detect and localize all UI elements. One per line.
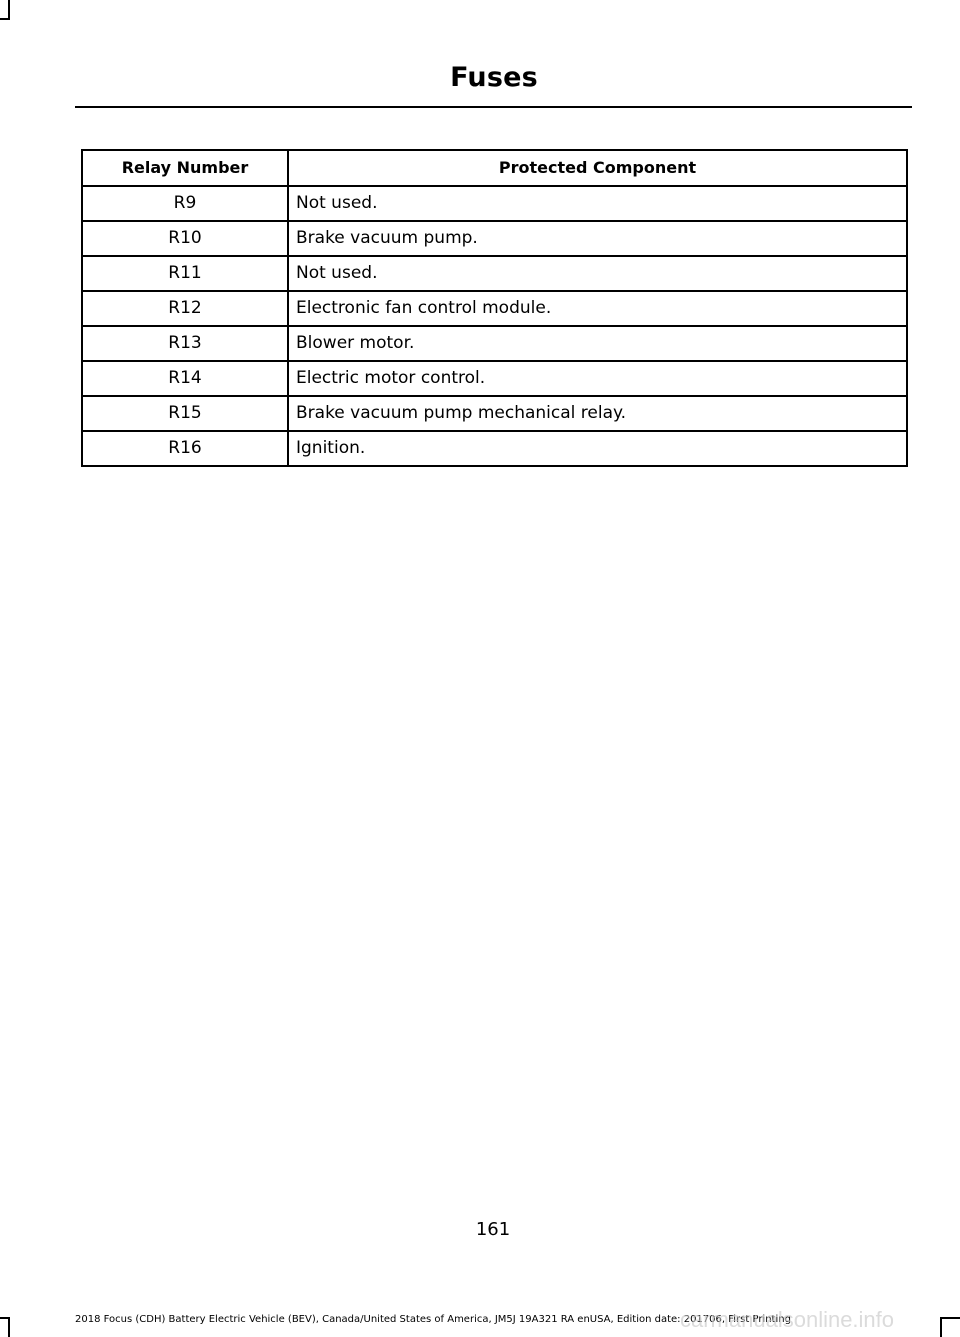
page-title: Fuses [450, 62, 538, 93]
column-header-protected-component: Protected Component [288, 150, 907, 186]
table-row [82, 326, 907, 361]
table-row [82, 186, 907, 221]
relay-number-cell: R15 [82, 396, 288, 431]
table-row [82, 361, 907, 396]
relay-number-cell: R10 [82, 221, 288, 256]
relay-number-cell: R13 [82, 326, 288, 361]
relay-number-cell: R12 [82, 291, 288, 326]
relay-number-cell: R9 [82, 186, 288, 221]
table-row [82, 396, 907, 431]
protected-component-cell: Not used. [288, 256, 907, 291]
table-header-row [82, 150, 907, 186]
relay-number-cell: R11 [82, 256, 288, 291]
relay-number-cell: R14 [82, 361, 288, 396]
table-row [82, 256, 907, 291]
column-header-relay-number: Relay Number [82, 150, 288, 186]
protected-component-cell: Ignition. [288, 431, 907, 466]
crop-mark-bottom-left [0, 1317, 10, 1319]
table-row [82, 221, 907, 256]
crop-mark-top-left [8, 0, 10, 20]
protected-component-cell: Blower motor. [288, 326, 907, 361]
page-number: 161 [475, 1219, 511, 1240]
watermark: carmanualsonline.info [680, 1307, 895, 1332]
protected-component-cell: Electric motor control. [288, 361, 907, 396]
footer-edition-text: 2018 Focus (CDH) Battery Electric Vehicle (BEV), Canada/United States of America, JM5J 19A321 RA enUSA, Edition date: 201706, First Printing [75, 1314, 791, 1325]
table-row [82, 291, 907, 326]
crop-mark-top-left [0, 18, 10, 20]
protected-component-cell: Brake vacuum pump mechanical relay. [288, 396, 907, 431]
title-divider [75, 106, 912, 108]
table-row [82, 431, 907, 466]
crop-mark-bottom-left [8, 1317, 10, 1337]
relay-table [81, 149, 908, 467]
protected-component-cell: Not used. [288, 186, 907, 221]
protected-component-cell: Electronic fan control module. [288, 291, 907, 326]
protected-component-cell: Brake vacuum pump. [288, 221, 907, 256]
relay-number-cell: R16 [82, 431, 288, 466]
